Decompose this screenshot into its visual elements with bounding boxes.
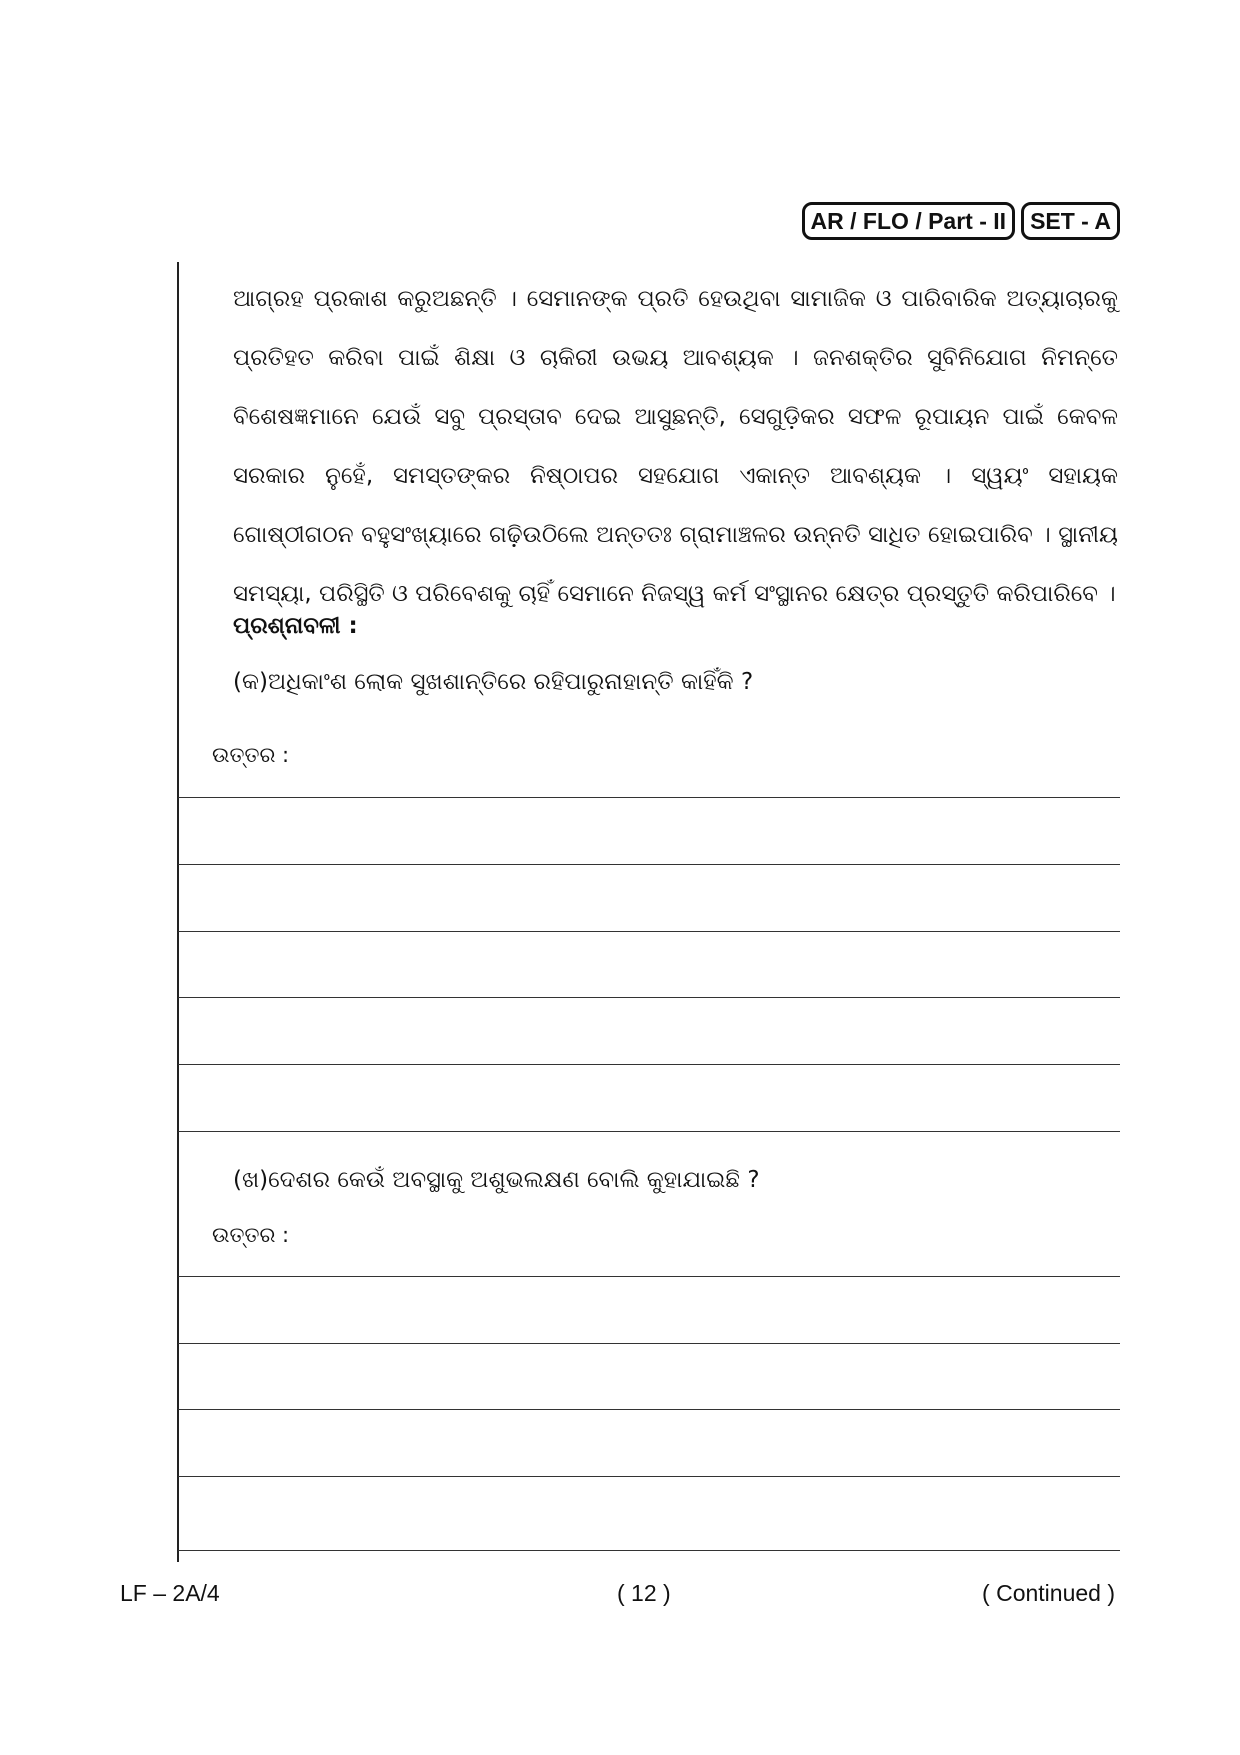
answer-line[interactable] [178, 997, 1120, 998]
answer-line[interactable] [178, 797, 1120, 798]
answer-line[interactable] [178, 1064, 1120, 1065]
answer-line[interactable] [178, 1131, 1120, 1132]
answer-line[interactable] [178, 931, 1120, 932]
page-number: ( 12 ) [617, 1580, 671, 1606]
question-kha: (ଖ)ଦେଶର କେଉଁ ଅବସ୍ଥାକୁ ଅଶୁଭଲକ୍ଷଣ ବୋଲି କୁହାଯାଇଛି ? [233, 1167, 760, 1193]
answer-line[interactable] [178, 864, 1120, 865]
answer-label-kha: ଉତ୍ତର : [212, 1223, 290, 1247]
footer-code: LF – 2A/4 [120, 1580, 220, 1606]
answer-line[interactable] [178, 1476, 1120, 1477]
answer-line[interactable] [178, 1409, 1120, 1410]
passage-text: ଆଗ୍ରହ ପ୍ରକାଶ କରୁଅଛନ୍ତି । ସେମାନଙ୍କ ପ୍ରତି ହେଉଥିବା ସାମାଜିକ ଓ ପାରିବାରିକ ଅତ୍ୟାଚାରକୁ ପ୍ରତିହତ କରିବା ପାଇଁ ଶିକ୍ଷା ଓ ଚାକିରୀ ଉଭୟ ଆବଶ୍ୟକ । ଜନଶକ୍ତିର ସୁବିନିଯୋଗ ନିମନ୍ତେ ବିଶେଷଜ୍ଞମାନେ ଯେଉଁ ସବୁ ପ୍ରସ୍ତାବ ଦେଇ ଆସୁଛନ୍ତି, ସେଗୁଡ଼ିକର ସଫଳ ରୂପାୟନ ପାଇଁ କେବଳ ସରକାର ନୁହେଁ, ସମସ୍ତଙ୍କର ନିଷ୍ଠାପର ସହଯୋଗ ଏକାନ୍ତ ଆବଶ୍ୟକ । ସ୍ୱୟଂ ସହାୟକ ଗୋଷ୍ଠୀଗଠନ ବହୁସଂଖ୍ୟାରେ ଗଢ଼ିଉଠିଲେ ଅନ୍ତତଃ ଗ୍ରାମାଞ୍ଚଳର ଉନ୍ନତି ସାଧିତ ହୋଇପାରିବ । ସ୍ଥାନୀୟ ସମସ୍ୟା, ପରିସ୍ଥିତି ଓ ପରିବେଶକୁ ଚାହିଁ ସେମାନେ ନିଜସ୍ୱ କର୍ମ ସଂସ୍ଥାନର କ୍ଷେତ୍ର ପ୍ରସ୍ତୁତି କରିପାରିବେ । [233, 286, 1118, 607]
continued-label: ( Continued ) [982, 1580, 1115, 1606]
answer-label-ka: ଉତ୍ତର : [212, 743, 290, 767]
question-ka: (କ)ଅଧିକାଂଶ ଲୋକ ସୁଖଶାନ୍ତିରେ ରହିପାରୁନାହାନ୍ତି କାହିଁକି ? [233, 669, 754, 695]
paper-code-badge: AR / FLO / Part - II [802, 202, 1016, 240]
answer-line[interactable] [178, 1343, 1120, 1344]
questions-heading: ପ୍ରଶ୍ନାବଳୀ : [233, 613, 358, 639]
answer-line[interactable] [178, 1550, 1120, 1551]
answer-line[interactable] [178, 1276, 1120, 1277]
set-badge: SET - A [1021, 202, 1120, 240]
header-codes [802, 202, 1120, 240]
left-margin-rule [177, 262, 179, 1562]
